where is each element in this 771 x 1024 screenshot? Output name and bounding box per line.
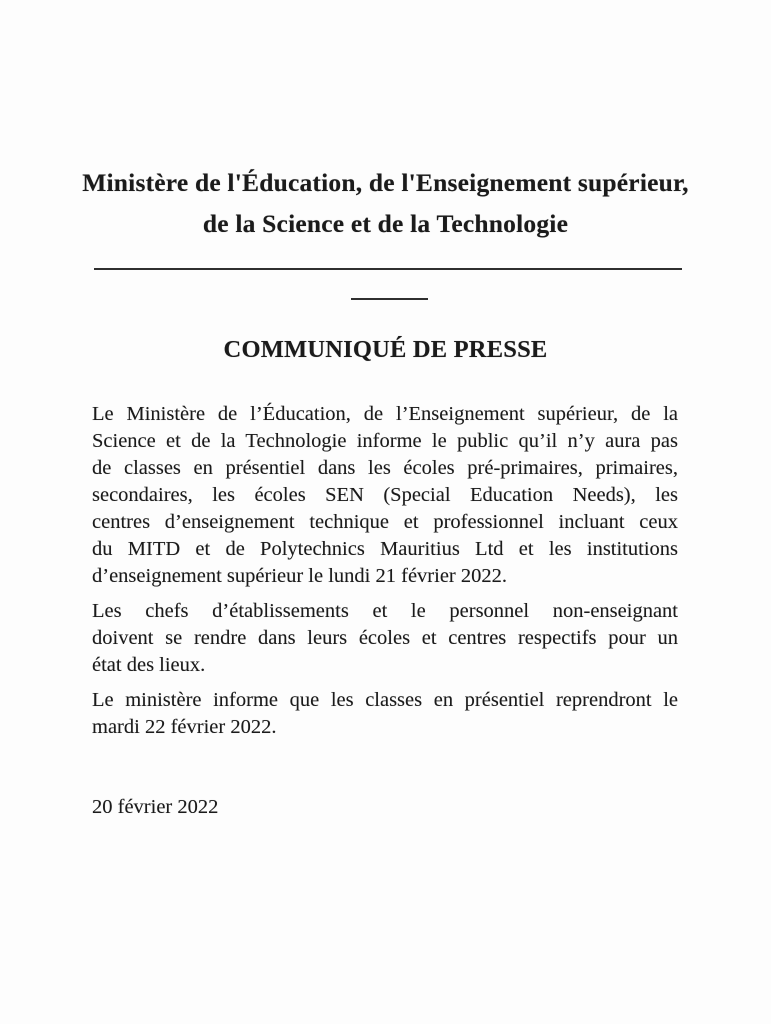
date-line: 20 février 2022 [92,796,219,818]
body-line: mardi 22 février 2022. [92,716,277,738]
body-line: doivent se rendre dans leurs écoles et centres respectifs pour un [92,627,678,649]
ministry-title-line-1: Ministère de l'Éducation, de l'Enseignement supérieur, [82,168,689,197]
header-rule-short [351,298,428,300]
body-line: centres d’enseignement technique et professionnel incluant ceux [92,511,678,533]
body-line: de classes en présentiel dans les écoles pré-primaires, primaires, [92,457,678,479]
body-line: Le ministère informe que les classes en présentiel reprendront le [92,689,678,711]
body-line: d’enseignement supérieur le lundi 21 février 2022. [92,565,507,587]
press-release-heading: COMMUNIQUÉ DE PRESSE [223,336,548,363]
body-paragraph-3 [92,687,678,741]
ministry-title [0,162,771,244]
body-paragraph-1 [92,401,678,590]
body-line: secondaires, les écoles SEN (Special Education Needs), les [92,484,678,506]
body-line: du MITD et de Polytechnics Mauritius Ltd et les institutions [92,538,678,560]
body-paragraph-2 [92,598,678,679]
body-line: Le Ministère de l’Éducation, de l’Enseignement supérieur, de la [92,403,678,425]
ministry-title-line-2: de la Science et de la Technologie [202,209,569,238]
body-line: Les chefs d’établissements et le personnel non-enseignant [92,600,678,622]
header-rule-long [94,268,682,270]
body-line: Science et de la Technologie informe le public qu’il n’y aura pas [92,430,678,452]
body-line: état des lieux. [92,654,206,676]
